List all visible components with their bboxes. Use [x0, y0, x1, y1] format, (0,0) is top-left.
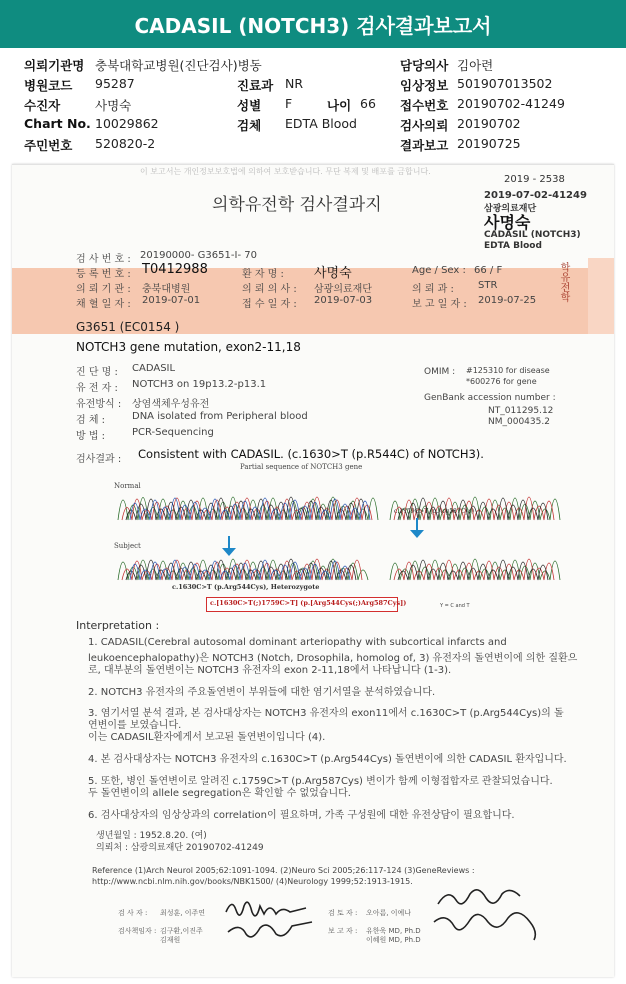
- genbank-value1: NT_011295.12: [488, 406, 554, 416]
- report-date-value: 20190725: [457, 136, 521, 151]
- hospital-value: 충북대학교병원(진단검사)병동: [95, 58, 262, 73]
- interp-2: 2. NOTCH3 유전자의 주요돌연변이 부위들에 대한 염기서열을 분석하였습니다.: [88, 687, 436, 698]
- age-value: 66: [360, 96, 376, 111]
- subject-label: Subject: [114, 542, 141, 550]
- report-date-label: 결과보고: [400, 138, 449, 153]
- agesex-value: 66 / F: [474, 265, 503, 276]
- receipt-value: 20190702-41249: [457, 96, 565, 111]
- testno-label: 검 사 번 호 :: [76, 254, 131, 265]
- clinical-value: 501907013502: [457, 76, 553, 91]
- test-code: G3651 (EC0154 ): [76, 320, 180, 334]
- normal-label: Normal: [114, 482, 141, 490]
- idno-value: 520820-2: [95, 136, 156, 151]
- omim-label: OMIM :: [424, 367, 456, 377]
- testdate-label: 검사의뢰: [400, 118, 449, 133]
- ward-label: 의 뢰 과 :: [412, 284, 454, 295]
- reqdoc-value: 삼광의료재단: [314, 284, 372, 295]
- receive-label: 접 수 일 자 :: [242, 299, 297, 310]
- reporter-value2: 이혜원 MD, Ph.D: [366, 936, 421, 944]
- privacy-notice: 이 보고서는 개인정보보호법에 의하여 보호받습니다. 무단 복제 및 배포를 금합니다.: [140, 167, 431, 176]
- mut1-label: c.1630C>T (p.Arg544Cys), Heterozygote: [172, 583, 320, 591]
- reqdoc-label: 의 뢰 의 사 :: [242, 284, 297, 295]
- responsible-label: 검사책임자 :: [118, 927, 157, 935]
- recipient-value: 사명숙: [95, 98, 132, 113]
- reportdate-value: 2019-07-25: [478, 295, 537, 306]
- collect-value: 2019-07-01: [142, 295, 201, 306]
- interp-5: 5. 또한, 병인 돌연변이로 알려진 c.1759C>T (p.Arg587Cys) 변이가 함께 이형접합자로 관찰되었습니다.: [88, 776, 553, 787]
- patient-label: 환 자 명 :: [242, 269, 284, 280]
- clinical-label: 임상정보: [400, 78, 449, 93]
- sticker-org: 삼광의료재단: [484, 204, 537, 214]
- sex-value: F: [285, 96, 293, 111]
- omim-value2: *600276 for gene: [466, 377, 537, 386]
- tester-value: 최성훈, 이주연: [160, 909, 206, 917]
- sticker-test: CADASIL (NOTCH3): [484, 230, 581, 240]
- ref-note: Y = C and T: [440, 603, 470, 609]
- responsible-value2: 김재원: [160, 936, 181, 944]
- age-label: 나이: [327, 98, 352, 113]
- collect-label: 채 혈 일 자 :: [76, 299, 131, 310]
- idno-label: 주민번호: [24, 138, 73, 153]
- reqorg2-label: 의뢰처 : 삼광의료재단 20190702-41249: [96, 843, 264, 853]
- interp-5b: 두 돌연변이의 allele segregation은 확인할 수 없었습니다.: [88, 788, 351, 799]
- side-text: 학유전학: [558, 262, 569, 302]
- mut2-label: c.1759C>T (p.Arg587Cys): [394, 508, 475, 515]
- gene-value: NOTCH3 on 19p13.2-p13.1: [132, 379, 267, 390]
- dept-label: 진료과: [237, 78, 274, 93]
- testdate-value: 20190702: [457, 116, 521, 131]
- dx-label: 진 단 명 :: [76, 367, 118, 378]
- interp-3: 3. 염기서열 분석 결과, 본 검사대상자는 NOTCH3 유전자의 exon11에서 c.1630C>T (p.Arg544Cys)의 돌: [88, 708, 564, 719]
- genbank-value2: NM_000435.2: [488, 417, 550, 427]
- scan-title: 의학유전학 검사결과지: [212, 195, 382, 215]
- hospital-label: 의뢰기관명: [24, 58, 85, 73]
- reportdate-label: 보 고 일 자 :: [412, 299, 467, 310]
- reqorg-value: 충북대병원: [142, 284, 191, 295]
- reviewer-label: 검 토 자 :: [328, 909, 358, 917]
- result-label: 검사결과 :: [76, 454, 122, 465]
- signature-reviewer: [428, 882, 548, 948]
- doctor-label: 담당의사: [400, 58, 449, 73]
- sex-label: 성별: [237, 98, 262, 113]
- report-title: CADASIL (NOTCH3) 검사결과보고서: [134, 14, 492, 38]
- genbank-label: GenBank accession number :: [424, 393, 556, 403]
- receipt-label: 접수번호: [400, 98, 449, 113]
- dept-value: NR: [285, 76, 304, 91]
- interp-1c: 로, 대부분의 돌연변이는 NOTCH3 유전자의 exon 2-11,18에서 나타납니다 (1-3).: [88, 665, 452, 676]
- tester-label: 검 사 자 :: [118, 909, 148, 917]
- hospcode-label: 병원코드: [24, 78, 73, 93]
- down-arrow-icon: [222, 536, 236, 556]
- reporter-label: 보 고 자 :: [328, 927, 358, 935]
- specimen-label: 검체: [237, 118, 262, 133]
- birth-label: 생년월일 : 1952.8.20. (여): [96, 831, 207, 841]
- agesex-label: Age / Sex :: [412, 265, 466, 276]
- testno-value: 20190000- G3651-I- 70: [140, 250, 257, 261]
- sticker-name: 사명숙: [484, 213, 531, 232]
- result-value: Consistent with CADASIL. (c.1630>T (p.R544C) of NOTCH3).: [138, 447, 484, 461]
- regno-value: T0412988: [142, 262, 208, 277]
- specimen-value: EDTA Blood: [285, 116, 357, 131]
- report-title-bar: [0, 0, 626, 48]
- patient-value: 사명숙: [314, 266, 352, 281]
- sticker-receipt: 2019-07-02-41249: [484, 190, 587, 201]
- side-band: [588, 258, 614, 334]
- interp-4: 4. 본 검사대상자는 NOTCH3 유전자의 c.1630C>T (p.Arg544Cys) 돌연변이에 의한 CADASIL 환자입니다.: [88, 754, 567, 765]
- spec-label: 검 체 :: [76, 415, 106, 426]
- chromatogram: [108, 470, 578, 590]
- inherit-value: 상염색체우성유전: [132, 399, 210, 410]
- doctor-value: 김아련: [457, 58, 494, 73]
- reference-2: http://www.ncbi.nlm.nih.gov/books/NBK1500/ (4)Neurology 1999;52:1913-1915.: [92, 877, 413, 886]
- reviewer-value: 오아름, 이예나: [366, 909, 412, 917]
- boxed-label: c.[1630C>T(;)1759C>T] (p.[Arg544Cys(;)Arg587Cys]): [210, 599, 407, 607]
- normal-trace: [118, 497, 378, 520]
- recipient-label: 수진자: [24, 98, 61, 113]
- dx-value: CADASIL: [132, 363, 176, 374]
- sticker-specimen: EDTA Blood: [484, 241, 542, 251]
- reqorg-label: 의 뢰 기 관 :: [76, 284, 131, 295]
- interp-1b: leukoencephalopathy)은 NOTCH3 (Notch, Drosophila, homolog of, 3) 유전자의 돌연변이에 의한 질환으: [88, 653, 578, 664]
- interp-6: 6. 검사대상자의 임상상과의 correlation이 필요하며, 가족 구성원에 대한 유전상담이 필요합니다.: [88, 810, 515, 821]
- chart-label: Chart No.: [24, 116, 91, 131]
- signature-tester: [220, 892, 330, 948]
- subject-trace: [118, 559, 560, 580]
- down-arrow-icon: [410, 518, 424, 538]
- omim-value1: #125310 for disease: [466, 366, 550, 375]
- regno-label: 등 록 번 호 :: [76, 269, 131, 280]
- year-code: 2019 - 2538: [504, 174, 565, 185]
- responsible-value: 김구환,이진주: [160, 927, 203, 935]
- inherit-label: 유전방식 :: [76, 399, 122, 410]
- chromatogram-title: Partial sequence of NOTCH3 gene: [240, 463, 363, 471]
- hospcode-value: 95287: [95, 76, 135, 91]
- reference-1: Reference (1)Arch Neurol 2005;62:1091-1094. (2)Neuro Sci 2005;26:117-124 (3)GeneReviews :: [92, 866, 475, 875]
- patient-info-panel: [0, 52, 626, 160]
- receive-value: 2019-07-03: [314, 295, 373, 306]
- method-value: PCR-Sequencing: [132, 427, 214, 438]
- reporter-value: 유한욱 MD, Ph.D: [366, 927, 421, 935]
- gene-title: NOTCH3 gene mutation, exon2-11,18: [76, 340, 301, 354]
- interp-1: 1. CADASIL(Cerebral autosomal dominant arteriopathy with subcortical infarcts and: [88, 637, 507, 648]
- method-label: 방 법 :: [76, 431, 106, 442]
- chart-value: 10029862: [95, 116, 159, 131]
- interp-3c: 이는 CADASIL환자에게서 보고된 돌연변이입니다 (4).: [88, 732, 326, 743]
- gene-label: 유 전 자 :: [76, 383, 118, 394]
- spec-value: DNA isolated from Peripheral blood: [132, 411, 308, 422]
- interp-title: Interpretation :: [76, 619, 160, 632]
- interp-3b: 연변이를 보였습니다.: [88, 720, 182, 731]
- ward-value: STR: [478, 280, 498, 291]
- normal-trace-right: [390, 497, 560, 520]
